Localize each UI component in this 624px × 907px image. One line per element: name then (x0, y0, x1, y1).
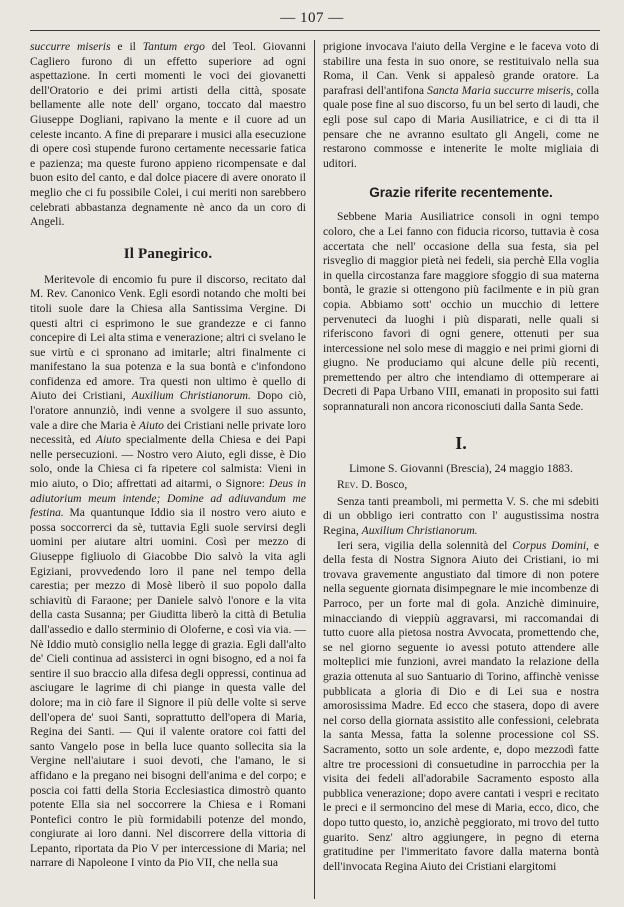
left-paragraph-2-run-6: specialmente della Chiesa e dei Papi nelle persecuzioni. — Nostro vero Aiuto, egli disse, è Dio solo, onde la Chiesa ci fa ripetere col salmista: Vieni in mio aiuto, o Dio; affrettati ad aitarmi, o Signore: (30, 433, 306, 491)
letter-salutation (337, 478, 599, 493)
right-paragraph-2: Sebbene Maria Ausiliatrice consoli in ogni tempo coloro, che a Lei fanno con fiducia ricorso, tuttavia è cosa accertata che nell' occasione della sua festa, sia pel risveglio di maggior pietà nei fedeli, sia perchè Ella voglia in quella circostanza fare maggiore sfoggio di sua materna bontà, le grazie si ottengono più facilmente e in più gran copia. Abbiamo sott' occhio un mucchio di lettere pervenuteci da luoghi i più disparati, nelle quali si riferiscono favori di ogni genere, ottenuti per sua intercessione nel solo mese di maggio e nei primi giorni di giugno. Ne produciamo qui alcune delle più recenti, premettendo per altro che intendiamo di ottemperare ai Decreti di Papa Urbano VIII, emanati in proposito sui fatti soprannaturali non ancora riconosciuti dalla Santa Sede. (323, 210, 599, 414)
right-column (315, 40, 599, 899)
letter-dateline: Limone S. Giovanni (Brescia), 24 maggio 1883. (349, 461, 573, 475)
left-paragraph-2-run-2: Dopo ciò, l'oratore annunziò, indi venne a svolgere il suo assunto, vale a dire che Maria è (30, 389, 306, 432)
left-paragraph-2 (30, 273, 306, 871)
salutation-prefix: Rev. (337, 478, 359, 492)
right-paragraph-4-run-0: Ieri sera, vigilia della solennità del (337, 538, 513, 552)
header-rule (30, 30, 600, 31)
right-paragraph-1-rest: , colla quale pose fine al suo discorso, fu un bel serto di laudi, che egli pose sul capo di Maria Ausiliatrice, e ci di tta il pensare che ne avranno esultato gli Angeli, come ne restarono commosse e intenerite le molte migliaia di uditori. (323, 83, 599, 170)
left-paragraph-2-run-5: Aiuto (95, 433, 121, 447)
right-paragraph-3 (323, 495, 599, 539)
left-paragraph-2-run-4: dei Cristiani nelle private loro necessità, ed (30, 418, 306, 447)
two-column-body (30, 40, 600, 899)
right-paragraph-1-text: prigione invocava l'aiuto della Vergine e le faceva voto di stabilire una festa in suo onore, se restituivalo nella sua Roma, il Can. Venk si appalesò grande oratore. La parafrasi dell'antifona (323, 40, 599, 97)
left-paragraph-1-run-2: Tantum ergo (142, 40, 205, 53)
right-paragraph-4 (323, 539, 599, 875)
right-paragraph-4-run-1: Corpus Domini (512, 538, 587, 552)
left-paragraph-2-run-7: Deus in adiutorium meum intende; Domine ad adiuvandum me festina. (30, 477, 306, 520)
left-paragraph-1 (30, 40, 306, 230)
section-heading-panegirico: Il Panegirico. (123, 245, 213, 262)
left-column (30, 40, 314, 899)
left-paragraph-1-run-0: succurre miseris (30, 40, 111, 53)
salutation-name: D. Bosco, (361, 478, 408, 492)
left-paragraph-1-run-1: e il (110, 40, 143, 53)
right-paragraph-1 (323, 40, 599, 171)
right-paragraph-3-text: Senza tanti preamboli, mi permetta V. S. che mi sdebiti di un obbligo ieri contratto con l' augustissima nostra Regina, (323, 494, 599, 538)
left-paragraph-2-run-0: Meritevole di encomio fu pure il discorso, recitato dal M. Rev. Canonico Venk. Egli esordì notando che molti bei titoli suole dare la Chiesa alla Santissima Vergine. Di questi altri ci esprimono le sue grandezze e ci fanno concepire di Lei alta stima e venerazione; altri ci svelano le sue virtù e ci spronano ad imitarle; altri finalmente ci manifestano la sua potenza e la sua bontà e c'infondono confidenza ed amore. Tra questi non ultimo è quello di Aiuto dei Cristiani, (30, 272, 306, 403)
section-heading-grazie: Grazie riferite recentemente. (369, 185, 553, 201)
right-paragraph-4-run-2: , e della festa di Nostra Signora Aiuto dei Cristiani, io mi trovava gravemente angustiato dal timore di non potere nella seguente giornata disimpegnare le mie incombenze di Parroco, per un forte mal di gola. Anzichè diminuire, minacciando di vieppiù aggravarsi, mi raccomandai di tutto cuore alla pietosa nostra Avvocata, promettendo che, se nel giorno seguente io avessi potuto attendere alle molteplici mie funzioni, avrei mandato la relazione della grazia ottenuta al suo Santuario di Torino, affinchè venisse pubblicata a gloria di Dio e di Lei sua e nostra amorosissima Madre. Ed ecco che stasera, dopo di avere nel corso della giornata assistito alle confessioni, celebrata la santa Messa, fatta la solenne processione col SS. Sacramento, sotto un sole ardente, e, dopo mezzodì fatte altre tre processioni di consuetudine in parrocchia per la visita dei fedeli all'adorabile Sacramento esposto alla pubblica venerazione; dopo avere cantati i vespri e recitato le preci e il sermoncino del mese di Maria, ecco, dico, che dopo tutto questo, io, anzichè peggiorato, mi trovo del tutto guarito. Senz' altro aggiungere, in pegno di eterna gratitudine per l'immeritato favore dalla materna bontà dell'invocata Regina Aiuto dei Cristiani elargitomi (323, 538, 599, 873)
left-paragraph-2-run-8: Ma quantunque Iddio sia il nostro vero aiuto e possa soccorrerci da sè, tuttavia Egli suole servirsi degli uomini per aiutare altri uomini. Così per mezzo di Giuseppe figliuolo di Giacobbe Dio salvò la vita agli Egiziani, provvedendo loro il pane nel tempo della carestia; per mezzo di Mosè liberò il suo popolo dalla schiavitù di Faraone; per Daniele salvò l'onore e la vita della casta Susanna; per Giuditta liberò la città di Betulia dall'assedio e dallo sterminio di Oloferne, e così via via. — Nè Iddio mutò consiglio nella legge di grazia. Egli dall'alto de' Cieli continua ad assisterci in ogni bisogno, ed a noi fa sentire il suo braccio alla difesa degli oppressi, continua ad asciugare le lagrime di chi piange in questa valle del dolore; ma in ciò fare il Signore il più delle volte si serve dell'opera de' suoi Santi, soprattutto dell'opera di Maria, Regina dei Santi. — Qui il valente oratore coi fatti del santo Vangelo pose in bella luce quanto sollecita sia la Vergine nell'aiutare i suoi devoti, che l'amano, le si affidano e la pregano nei bisogni dell'anima e del corpo; e poscia coi fatti della Storia Ecclesiastica dimostrò quanto potente Ella sia nel soccorrere la Chiesa e i Romani Pontefici contro le più formidabili potenze del mondo, congiurate ai loro danni. Nel discorrere della vittoria di Lepanto, riportata da Pio V per intercessione di Maria; nel narrare di Napoleone I vinto da Pio VII, che nella sua (30, 506, 306, 870)
right-paragraph-3-italic: Auxilium Christianorum. (361, 524, 478, 538)
right-paragraph-1-italic: Sancta Maria succurre miseris (427, 83, 571, 97)
left-paragraph-2-run-3: Aiuto (138, 418, 164, 432)
left-paragraph-1-run-3: del Teol. Giovanni Cagliero furono di un effetto superiore ad ogni aspettazione. In certi momenti le voci dei giovanetti dell'Oratorio e dei primi artisti della città, sposate bellamente alle note dell' organo, toccato dal maestro Giuseppe Dogliani, rapivano la mente e il cuore ad un celeste incanto. A fine di preparare i musici alla esecuzione di opere così stupende furono certamente necessarie fatica e pazienza; ma queste furono appieno ricompensate e dal buon esito del canto, e dal dolce piacere di avere onorato il meglio che ci fu possibile Colei, i cui meriti non sarebbero celebrati abbastanza degnamente nè anco da un coro di Angeli. (30, 40, 306, 229)
left-paragraph-2-run-1: Auxilium Christianorum. (131, 389, 251, 403)
page-number: — 107 — (280, 10, 344, 26)
letter-number: I. (455, 432, 467, 453)
